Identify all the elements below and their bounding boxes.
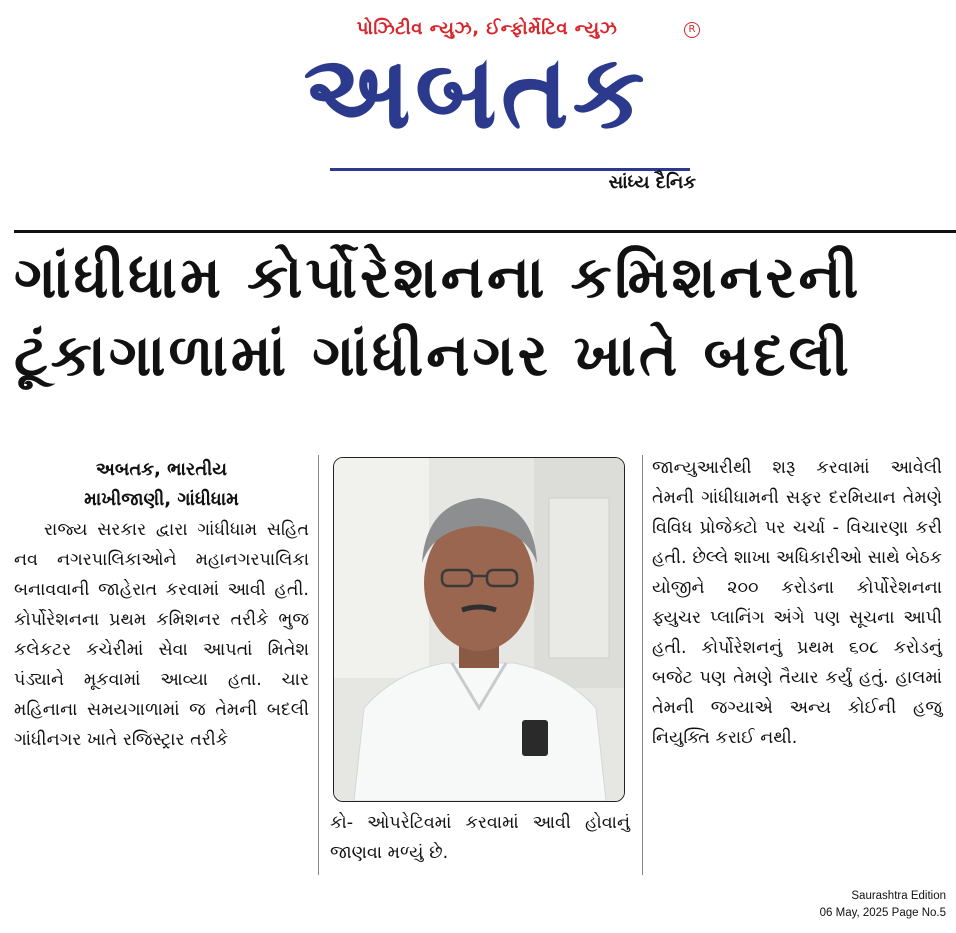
article-body-col3: જાન્યુઆરીથી શરૂ કરવામાં આવેલી તેમની ગાંધીધામની સફર દરમિયાન તેમણે વિવિધ પ્રોજેક્ટો પર ચર્ચા - વિચારણા કરી હતી. છેલ્લે શાખા અધિકારીઓ સાથે બેઠક યોજીને ૨૦૦ કરોડના કોર્પોરેશનના ફ્યુચર પ્લાનિંગ અંગે પણ સૂચના આપી હતી. કોર્પોરેશનનું પ્રથમ ૬૦૮ કરોડનું બજેટ પણ તેમણે તૈયાર કર્યું હતું. હાલમાં તેમની જગ્યાએ અન્ય કોઈની હજુ નિયુક્તિ કરાઈ નથી. — [652, 458, 942, 748]
headline-line-2: ટૂંકાગાળામાં ગાંધીનગર ખાતે બદલી — [14, 321, 852, 389]
masthead — [0, 0, 956, 232]
masthead-rule — [330, 168, 690, 171]
edition-footer — [820, 888, 946, 922]
column-divider-left — [318, 455, 319, 875]
article-body-col1: રાજ્ય સરકાર દ્વારા ગાંધીધામ સહિત નવ નગરપાલિકાઓને મહાનગરપાલિકા બનાવવાની જાહેરાત કરવામાં આવી હતી. કોર્પોરેશનના પ્રથમ કમિશનર તરીકે ભુજ કલેકટર કચેરીમાં સેવા આપતાં મિતેશ પંડ્યાને મૂકવામાં આવ્યા હતા. ચાર મહિનાના સમયગાળામાં જ તેમની બદલી ગાંધીનગર ખાતે રજિસ્ટ્રાર તરીકે — [14, 520, 309, 750]
registered-mark-icon: R — [684, 22, 700, 38]
portrait-illustration — [334, 458, 624, 801]
commissioner-photo — [333, 457, 625, 802]
masthead-tagline: પોઝિટીવ ન્યુઝ, ઈન્ફોર્મેટિવ ન્યુઝ — [356, 18, 618, 39]
article-headline — [14, 238, 944, 394]
byline-line-2: માખીજાણી, ગાંધીધામ — [84, 489, 239, 510]
newspaper-logo: અબતક — [303, 33, 649, 152]
article-column-1 — [14, 455, 309, 755]
photo-caption: કો- ઓપરેટિવમાં કરવામાં આવી હોવાનું જાણવા મળ્યું છે. — [330, 813, 630, 863]
masthead-subtitle: સાંધ્ય દૈનિક — [608, 172, 696, 193]
edition-name: Saurashtra Edition — [851, 890, 946, 902]
column-divider-right — [642, 455, 643, 875]
edition-date-page: 06 May, 2025 Page No.5 — [819, 907, 946, 919]
byline-line-1: અબતક, ભારતીય — [95, 459, 228, 480]
headline-top-rule — [14, 230, 956, 233]
headline-line-1: ગાંધીધામ કોર્પોરેશનના કમિશનરની — [14, 243, 862, 311]
